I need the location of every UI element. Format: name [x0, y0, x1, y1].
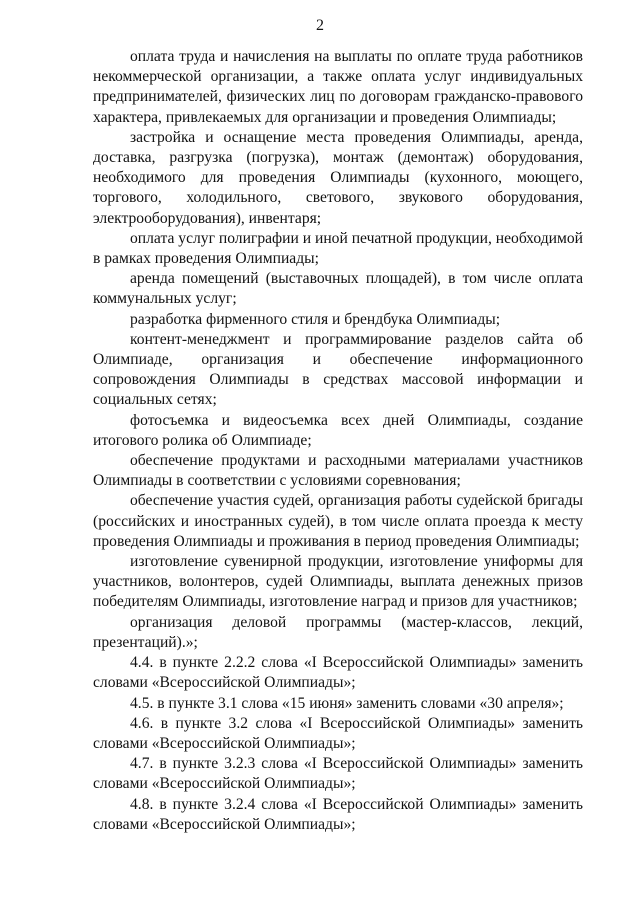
- paragraph-item-4-6: 4.6. в пункте 3.2 слова «I Всероссийской Олимпиады» заменить словами «Всероссийской Олимпиады»;: [93, 714, 583, 752]
- paragraph-item-4-4: 4.4. в пункте 2.2.2 слова «I Всероссийской Олимпиады» заменить словами «Всероссийской Олимпиады»;: [93, 654, 583, 692]
- paragraph-venue-equipment: застройка и оснащение места проведения Олимпиады, аренда, доставка, разгрузка (погрузка), монтаж (демонтаж) оборудования, необходимого для проведения Олимпиады (кухонного, моющего, торгового, холодильного, светового, звукового оборудования, электрооборудования), инвентаря;: [93, 128, 583, 227]
- paragraph-item-4-5: 4.5. в пункте 3.1 слова «15 июня» заменить словами «30 апреля»;: [130, 694, 564, 712]
- paragraph-labor-payment: оплата труда и начисления на выплаты по оплате труда работников некоммерческой организации, а также оплата услуг индивидуальных предпринимателей, физических лиц по договорам гражданско-правового характера, привлекаемых для организации и проведения Олимпиады;: [93, 48, 583, 126]
- document-body: [93, 47, 583, 835]
- paragraph-business-program: организация деловой программы (мастер-классов, лекций, презентаций).»;: [93, 613, 583, 651]
- paragraph-photo-video: фотосъемка и видеосъемка всех дней Олимпиады, создание итогового ролика об Олимпиаде;: [93, 411, 583, 449]
- paragraph-souvenirs: изготовление сувенирной продукции, изготовление униформы для участников, волонтеров, судей Олимпиады, выплата денежных призов победителям Олимпиады, изготовление наград и призов для участников;: [93, 553, 583, 611]
- paragraph-printing: оплата услуг полиграфии и иной печатной продукции, необходимой в рамках проведения Олимпиады;: [93, 229, 584, 268]
- paragraph-judges: обеспечение участия судей, организация работы судейской бригады (российских и иностранных судей), в том числе оплата проезда к месту проведения Олимпиады и проживания в период проведения Олимпиады;: [93, 492, 583, 550]
- paragraph-content-management: контент-менеджмент и программирование разделов сайта об Олимпиаде, организация и обеспечение информационного сопровождения Олимпиады в средствах массовой информации и социальных сетях;: [93, 330, 583, 409]
- page-number: 2: [316, 17, 324, 34]
- paragraph-food-supplies: обеспечение продуктами и расходными материалами участников Олимпиады в соответствии с условиями соревнования;: [93, 452, 583, 490]
- paragraph-item-4-7: 4.7. в пункте 3.2.3 слова «I Всероссийской Олимпиады» заменить словами «Всероссийской Олимпиады»;: [93, 755, 583, 793]
- paragraph-brand-style: разработка фирменного стиля и брендбука Олимпиады;: [130, 310, 501, 328]
- paragraph-item-4-8: 4.8. в пункте 3.2.4 слова «I Всероссийской Олимпиады» заменить словами «Всероссийской Олимпиады»;: [93, 795, 583, 833]
- paragraph-premises-rent: аренда помещений (выставочных площадей), в том числе оплата коммунальных услуг;: [93, 270, 583, 308]
